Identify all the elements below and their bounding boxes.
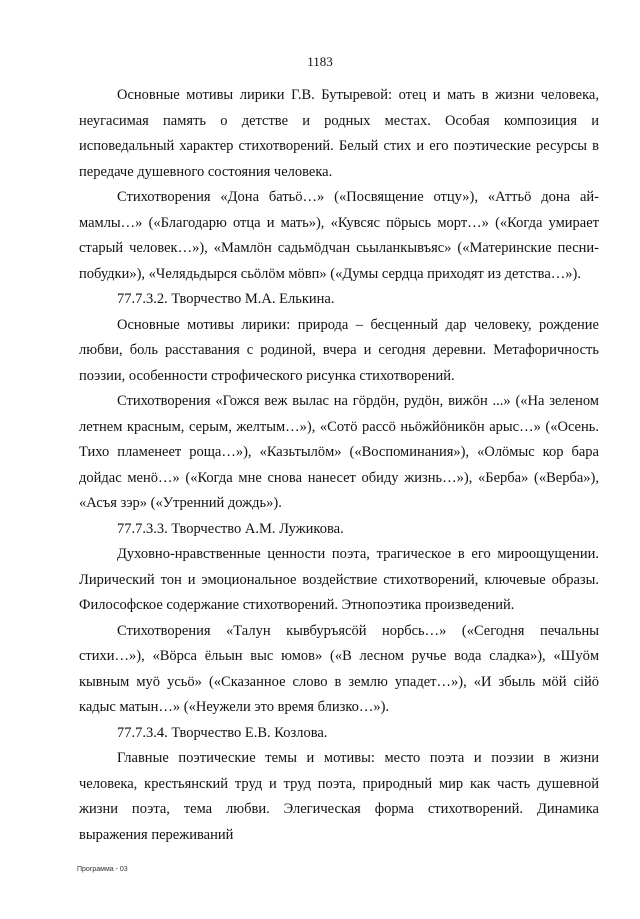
page-body <box>79 83 599 848</box>
paragraph-butyreva-poems: Стихотворения «Дона батьӧ…» («Посвящение отцу»), «Аттьӧ дона ай-мамлы…» («Благодарю отца и мать»), «Кувсяс пӧрысь морт…» («Когда умирает старый человек…»), «Мамлӧн садьмӧдчан сьыланкывъяс» («Материнские песни-побудки»), «Челядьдырся сьӧлӧм мӧвп» («Думы сердца приходят из детства…»). <box>79 189 599 282</box>
paragraph-elkin-poems: Стихотворения «Гожся веж вылас на гӧрдӧн, рудӧн, вижӧн ...» («На зеленом летнем красным, серым, желтым…»), «Сотӧ рассӧ ньӧжйӧникӧн арыс…» («Осень. Тихо пламенеет роща…»), «Казьтылӧм» («Воспоминания»), «Олӧмыс кор бара дойдас менӧ…» («Когда мне снова нанесет обиду жизнь…»), «Берба» («Верба»), «Асъя зэр» («Утренний дождь»). <box>79 393 599 511</box>
section-heading-kozlov: 77.7.3.4. Творчество Е.В. Козлова. <box>117 724 328 741</box>
paragraph-kozlov-themes: Главные поэтические темы и мотивы: место поэта и поэзии в жизни человека, крестьянский труд и труд поэта, природный мир как часть душевной жизни поэта, тема любви. Элегическая форма стихотворений. Динамика выражения переживаний <box>79 750 599 843</box>
paragraph-butyreva-motifs: Основные мотивы лирики Г.В. Бутыревой: отец и мать в жизни человека, неугасимая память о детстве и родных местах. Особая композиция и исповедальный характер стихотворений. Белый стих и его поэтические ресурсы в передаче душевного состояния человека. <box>79 87 599 180</box>
paragraph-elkin-motifs: Основные мотивы лирики: природа – бесценный дар человеку, рождение любви, боль расставания с родиной, вчера и сегодня деревни. Метафоричность поэзии, особенности строфического рисунка стихотворений. <box>79 316 599 384</box>
paragraph-luzhikov-poems: Стихотворения «Талун кывбуръясӧй норбсь…» («Сегодня печальны стихи…»), «Вӧрса ёльын выс юмов» («В лесном ручье вода сладка»), «Шуӧм кывным муӧ усьӧ» («Сказанное слово в землю упадет…»), «И збыль мӧй сійӧ кадыс матын…» («Неужели это время близко…»). <box>79 622 599 715</box>
section-heading-elkin: 77.7.3.2. Творчество М.А. Елькина. <box>117 291 335 307</box>
paragraph-luzhikov-values: Духовно-нравственные ценности поэта, трагическое в его мироощущении. Лирический тон и эмоциональное воздействие стихотворений, ключевые образы. Философское содержание стихотворений. Этнопоэтика произведений. <box>79 546 599 613</box>
page-number: 1183 <box>307 54 333 69</box>
page-footer: Программа - 03 <box>77 866 128 873</box>
section-heading-luzhikov: 77.7.3.3. Творчество А.М. Лужикова. <box>117 520 344 537</box>
